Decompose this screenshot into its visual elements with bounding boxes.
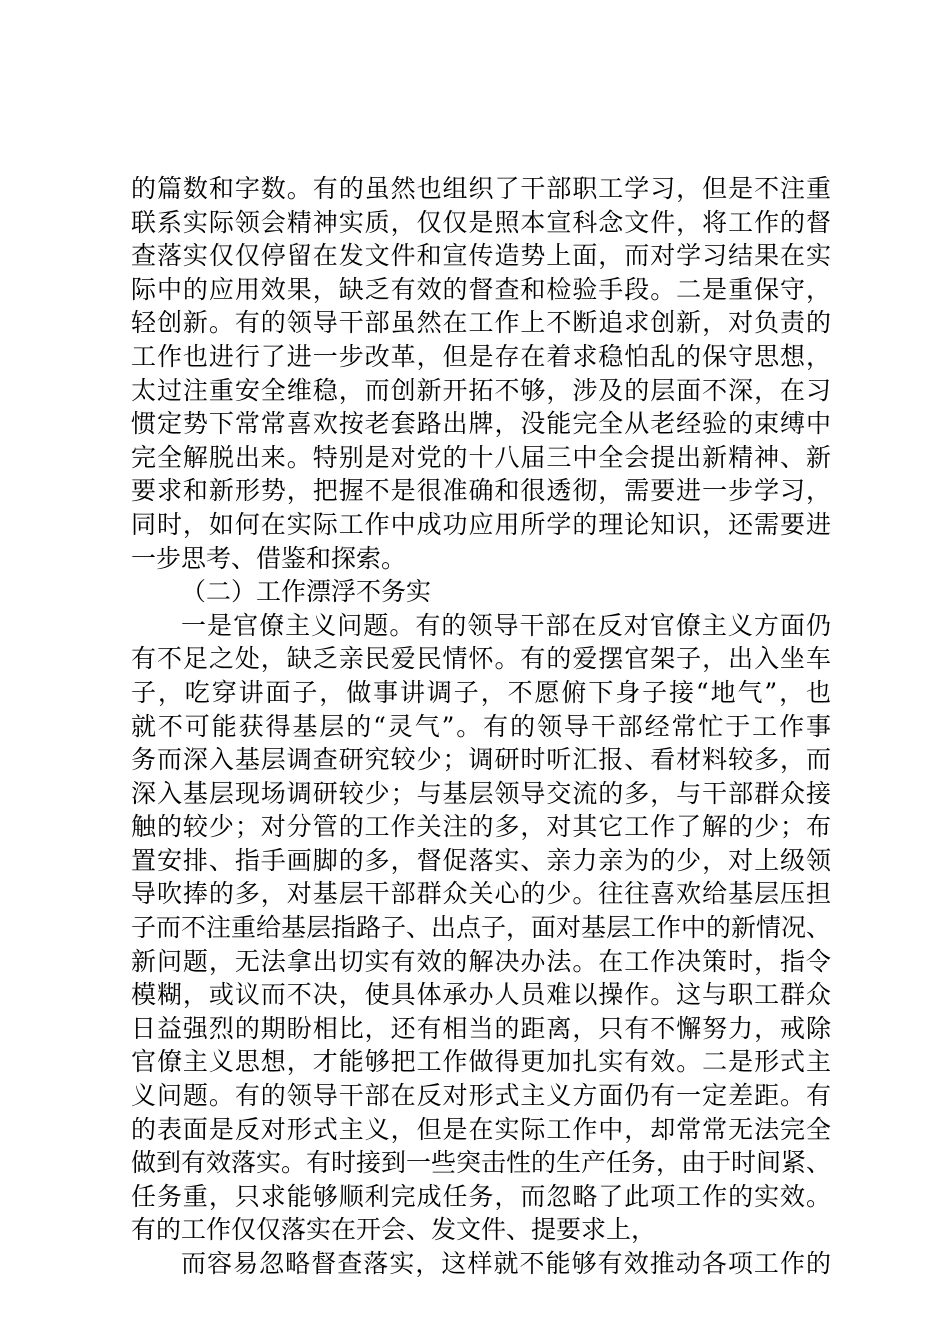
text-line: 就不可能获得基层的“灵气”。有的领导干部经常忙于工作事 bbox=[131, 711, 831, 741]
text-line: 新问题，无法拿出切实有效的解决办法。在工作决策时，指令 bbox=[131, 946, 831, 976]
text-line: 导吹捧的多，对基层干部群众关心的少。往往喜欢给基层压担 bbox=[131, 879, 831, 909]
text-line: 联系实际领会精神实质，仅仅是照本宣科念文件，将工作的督 bbox=[131, 207, 831, 237]
text-line: 触的较少；对分管的工作关注的多，对其它工作了解的少；布 bbox=[131, 812, 831, 842]
text-line: 模糊，或议而不决，使具体承办人员难以操作。这与职工群众 bbox=[131, 980, 831, 1010]
text-line: 一是官僚主义问题。有的领导干部在反对官僚主义方面仍 bbox=[181, 610, 831, 640]
text-line: 一步思考、借鉴和探索。 bbox=[131, 543, 407, 573]
text-line: 深入基层现场调研较少；与基层领导交流的多，与干部群众接 bbox=[131, 778, 831, 808]
text-line: 轻创新。有的领导干部虽然在工作上不断追求创新，对负责的 bbox=[131, 308, 831, 338]
text-line: 完全解脱出来。特别是对党的十八届三中全会提出新精神、新 bbox=[131, 442, 831, 472]
text-line: 要求和新形势，把握不是很准确和很透彻，需要进一步学习， bbox=[131, 476, 831, 506]
text-line: 日益强烈的期盼相比，还有相当的距离，只有不懈努力，戒除 bbox=[131, 1013, 831, 1043]
text-line: 子而不注重给基层指路子、出点子，面对基层工作中的新情况、 bbox=[131, 913, 832, 943]
text-line: 同时，如何在实际工作中成功应用所学的理论知识，还需要进 bbox=[131, 509, 831, 539]
text-line: 太过注重安全维稳，而创新开拓不够，涉及的层面不深，在习 bbox=[131, 375, 831, 405]
text-line: 置安排、指手画脚的多，督促落实、亲力亲为的少，对上级领 bbox=[131, 845, 831, 875]
text-line: 有不足之处，缺乏亲民爱民情怀。有的爱摆官架子，出入坐车 bbox=[131, 644, 831, 674]
text-line: 任务重，只求能够顺利完成任务，而忽略了此项工作的实效。 bbox=[131, 1181, 831, 1211]
text-line: 而容易忽略督查落实，这样就不能够有效推动各项工作的 bbox=[181, 1249, 831, 1278]
text-line: 查落实仅仅停留在发文件和宣传造势上面，而对学习结果在实 bbox=[131, 241, 831, 271]
text-line: 子，吃穿讲面子，做事讲调子，不愿俯下身子接“地气”，也 bbox=[131, 677, 831, 707]
document-body bbox=[131, 172, 831, 1281]
text-line: 务而深入基层调查研究较少；调研时听汇报、看材料较多，而 bbox=[131, 745, 831, 775]
text-line: （二）工作漂浮不务实 bbox=[181, 577, 432, 607]
text-line: 义问题。有的领导干部在反对形式主义方面仍有一定差距。有 bbox=[131, 1081, 831, 1111]
text-line: 的表面是反对形式主义，但是在实际工作中，却常常无法完全 bbox=[131, 1114, 831, 1144]
text-line: 惯定势下常常喜欢按老套路出牌，没能完全从老经验的束缚中 bbox=[131, 409, 831, 439]
text-line: 的篇数和字数。有的虽然也组织了干部职工学习，但是不注重 bbox=[131, 174, 831, 203]
text-line: 官僚主义思想，才能够把工作做得更加扎实有效。二是形式主 bbox=[131, 1047, 831, 1077]
text-line: 工作也进行了进一步改革，但是存在着求稳怕乱的保守思想， bbox=[131, 341, 831, 371]
text-line: 际中的应用效果，缺乏有效的督查和检验手段。二是重保守， bbox=[131, 274, 831, 304]
text-line: 有的工作仅仅落实在开会、发文件、提要求上， bbox=[131, 1215, 657, 1245]
text-line: 做到有效落实。有时接到一些突击性的生产任务，由于时间紧、 bbox=[131, 1148, 832, 1178]
